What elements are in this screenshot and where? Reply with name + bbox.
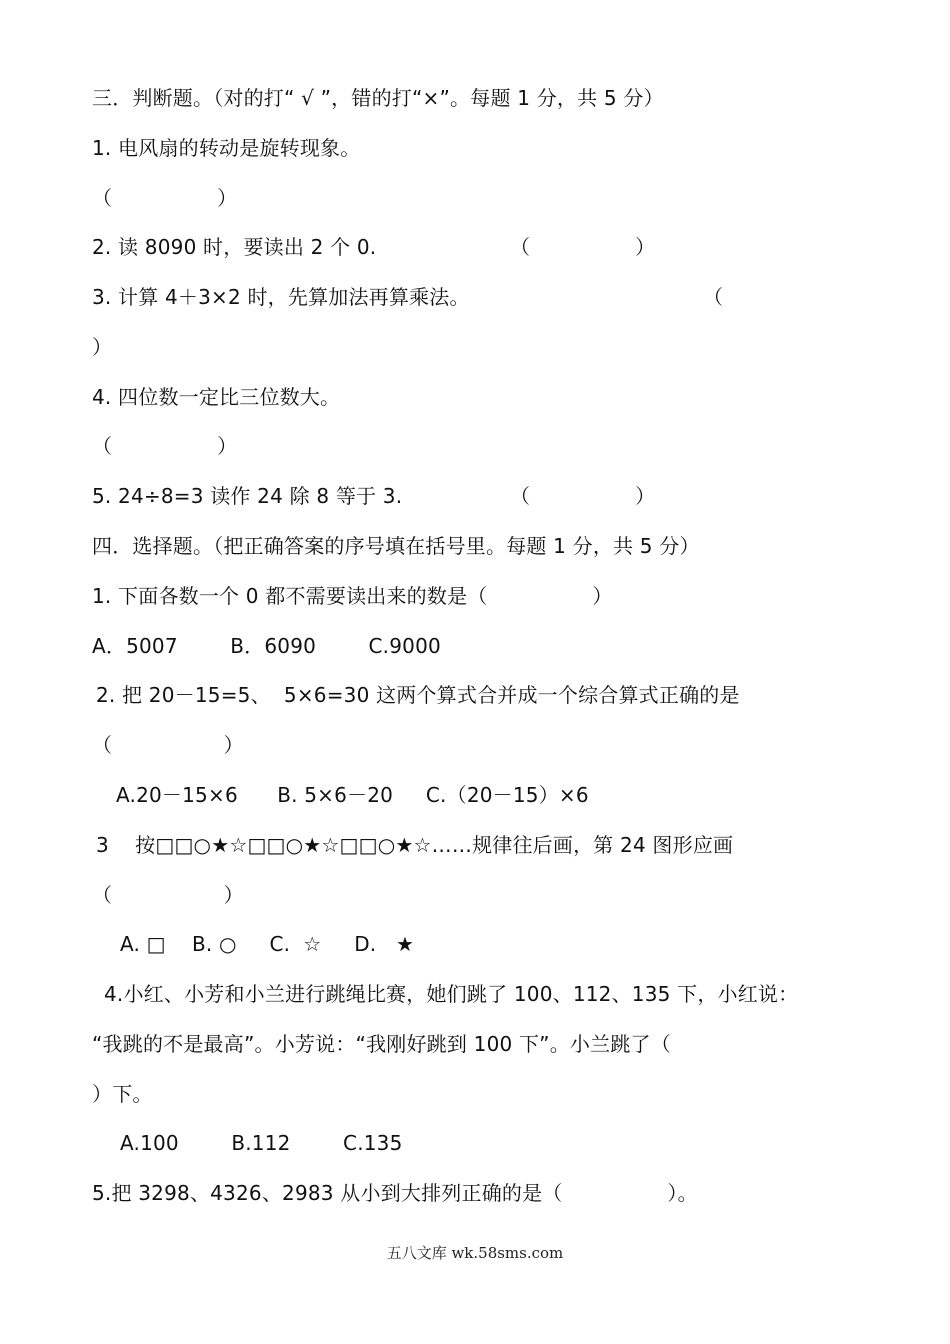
s3-q2-answer-parens: （ ） (510, 235, 656, 259)
s4-question-5: 5.把 3298、4326、2983 从小到大排列正确的是（ ）。 (92, 1181, 698, 1205)
section3-heading: 三．判断题。（对的打“ √ ”，错的打“×”。每题 1 分，共 5 分） (92, 86, 664, 110)
page-footer: 五八文库 wk.58sms.com (386, 1244, 564, 1262)
s3-q3-paren-open: （ (703, 285, 724, 309)
s3-q1-answer-parens: （ ） (92, 186, 238, 210)
s3-question-1: 1. 电风扇的转动是旋转现象。 (92, 136, 361, 160)
s4-q3-options: A. □ B. ○ C. ☆ D. ★ (120, 932, 415, 956)
s3-q4-answer-parens: （ ） (92, 434, 238, 458)
s3-q5-answer-parens: （ ） (510, 484, 656, 508)
s3-question-4: 4. 四位数一定比三位数大。 (92, 385, 341, 409)
s4-question-1: 1. 下面各数一个 0 都不需要读出来的数是（ ） (92, 584, 613, 608)
s4-question-4-line1: 4.小红、小芳和小兰进行跳绳比赛，她们跳了 100、112、135 下，小红说： (104, 982, 799, 1006)
s4-q3-answer-parens: （ ） (92, 883, 244, 907)
s4-q1-options: A．5007 B．6090 C.9000 (92, 634, 441, 658)
s4-question-4-line3: ）下。 (92, 1082, 153, 1106)
s4-question-2: 2. 把 20－15=5、 5×6=30 这两个算式合并成一个综合算式正确的是 (96, 683, 740, 707)
s3-question-5: 5. 24÷8=3 读作 24 除 8 等于 3. (92, 484, 403, 508)
s4-question-4-line2: “我跳的不是最高”。小芳说：“我刚好跳到 100 下”。小兰跳了（ (92, 1032, 671, 1056)
s3-question-3: 3. 计算 4＋3×2 时，先算加法再算乘法。 (92, 285, 470, 309)
s4-q2-answer-parens: （ ） (92, 733, 244, 757)
s3-question-2: 2. 读 8090 时，要读出 2 个 0. (92, 235, 377, 259)
s3-q3-paren-close: ） (92, 335, 113, 359)
s4-q2-options: A.20－15×6 B. 5×6－20 C.（20－15）×6 (116, 783, 589, 807)
s4-q4-options: A.100 B.112 C.135 (120, 1131, 403, 1155)
section4-heading: 四．选择题。（把正确答案的序号填在括号里。每题 1 分，共 5 分） (92, 534, 700, 558)
s4-question-3: 3 按□□○★☆□□○★☆□□○★☆……规律往后画，第 24 图形应画 (96, 833, 734, 857)
